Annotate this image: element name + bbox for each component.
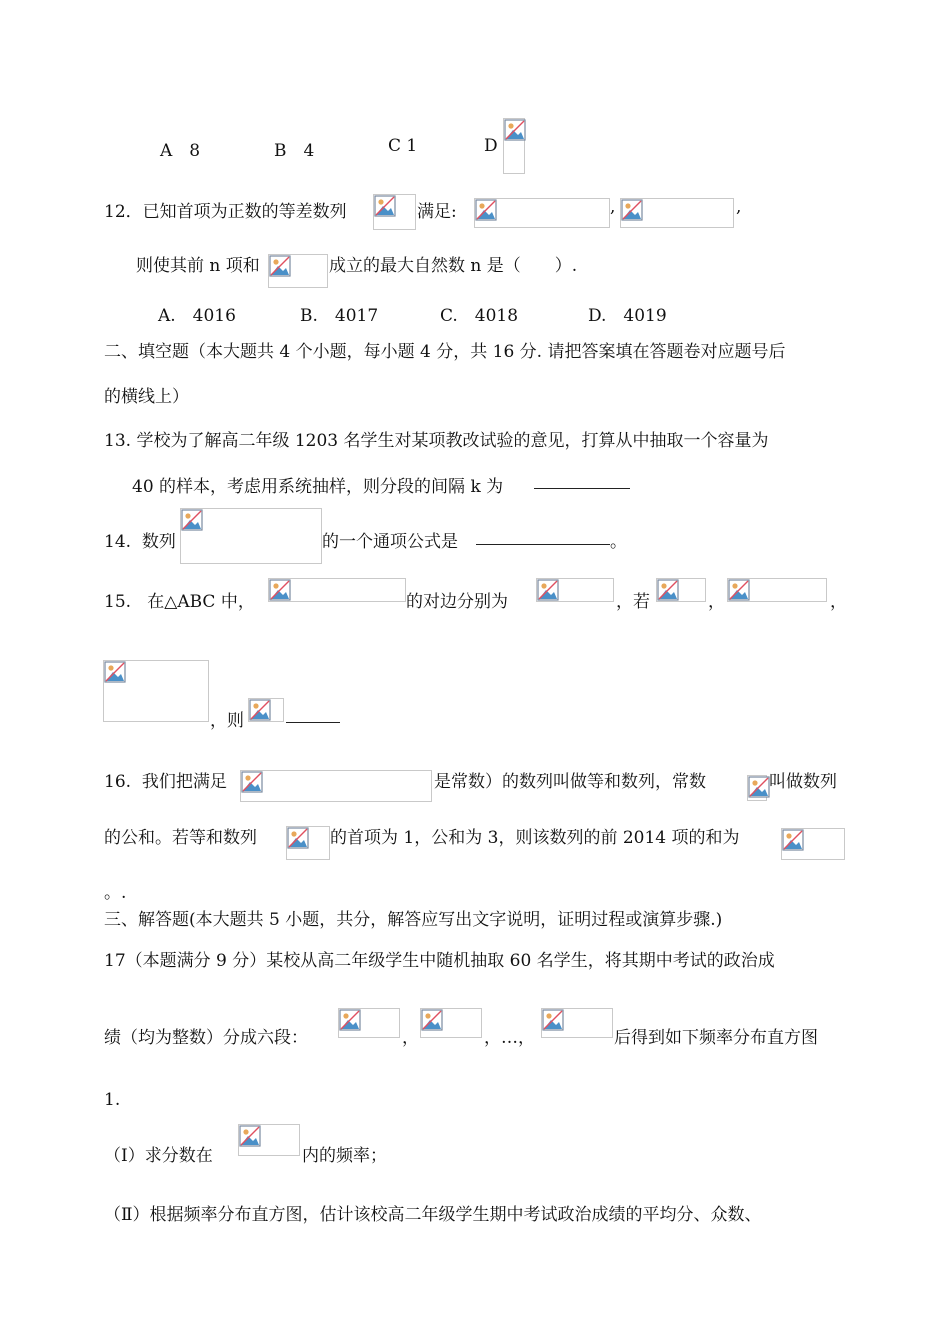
q16-text-end: 叫做数列 [769,772,837,792]
q15-text: 的对边分别为 [406,592,508,612]
broken-image-icon [103,660,209,722]
q12-option-c: C. 4018 [440,306,519,326]
q16-stem: 16. 我们把满足 [104,772,227,792]
broken-image-glyph [504,119,526,141]
q14-end: 。 [610,532,627,552]
q17-line2: 绩（均为整数）分成六段： [104,1028,308,1048]
q12-line2: 则使其前 n 项和 [136,256,260,276]
q12-satisfies: 满足: [417,202,457,222]
q12-comma: , [736,197,742,217]
broken-image-icon [620,198,734,228]
q15-stem: 15. 在△ABC 中， [104,592,255,612]
q17-figure-label: 1. [104,1090,121,1110]
q17-comma: ， [402,1028,419,1048]
broken-image-glyph [339,1009,361,1031]
broken-image-icon [240,770,432,802]
q17-part2: （Ⅱ）根据频率分布直方图，估计该校高二年级学生期中考试政治成绩的平均分、众数、 [104,1205,762,1225]
broken-image-icon [286,826,330,860]
q12-line2-end: 成立的最大自然数 n 是（ ）. [329,256,578,276]
q16-end: 。. [104,883,127,903]
broken-image-icon [503,118,525,174]
broken-image-icon [238,1124,300,1156]
q13-line1: 13. 学校为了解高二年级 1203 名学生对某项教改试验的意见，打算从中抽取一个容量为 [104,431,769,451]
broken-image-glyph [269,255,291,277]
section-heading: 二、填空题（本大题共 4 个小题，每小题 4 分，共 16 分. 请把答案填在答题卷对应题号后 [104,342,786,362]
broken-image-icon [747,775,767,801]
q12-option-a: A. 4016 [158,306,236,326]
q16-line2-cont: 的首项为 1，公和为 3，则该数列的前 2014 项的和为 [330,828,740,848]
section-heading-cont: 的横线上） [104,387,189,407]
broken-image-glyph [269,579,291,601]
q12-option-d: D. 4019 [588,306,667,326]
q17-part1: （Ⅰ）求分数在 [104,1146,213,1166]
broken-image-icon [420,1008,482,1038]
q11-option-a: A 8 [160,141,201,161]
answer-blank[interactable] [286,722,340,723]
q16-text: 是常数）的数列叫做等和数列，常数 [434,772,706,792]
broken-image-glyph [104,661,126,683]
broken-image-icon [373,194,416,230]
broken-image-icon [268,578,406,602]
broken-image-glyph [542,1009,564,1031]
q17-line1: 17（本题满分 9 分）某校从高二年级学生中随机抽取 60 名学生，将其期中考试的政治成 [104,951,775,971]
q14-stem: 14. 数列 [104,532,176,552]
broken-image-glyph [249,699,271,721]
q12-stem: 12．已知首项为正数的等差数列 [104,202,347,222]
broken-image-glyph [657,579,679,601]
q15-if: ，若 [616,592,650,612]
broken-image-icon [338,1008,400,1038]
broken-image-glyph [421,1009,443,1031]
broken-image-icon [474,198,610,228]
q17-line2-end: 后得到如下频率分布直方图 [614,1028,818,1048]
q11-option-b: B 4 [274,141,315,161]
broken-image-glyph [475,199,497,221]
broken-image-glyph [782,829,804,851]
q17-part1-end: 内的频率； [302,1146,387,1166]
broken-image-glyph [287,827,309,849]
section-heading: 三、解答题(本大题共 5 小题，共分，解答应写出文字说明，证明过程或演算步骤.) [104,910,723,930]
q12-comma: , [610,197,616,217]
broken-image-icon [248,698,284,722]
broken-image-glyph [181,509,203,531]
broken-image-icon [541,1008,613,1038]
broken-image-glyph [374,195,396,217]
q14-text: 的一个通项公式是 [322,532,458,552]
q15-comma: ， [830,592,847,612]
broken-image-icon [727,578,827,602]
broken-image-icon [656,578,706,602]
q12-option-b: B. 4017 [300,306,379,326]
q15-comma: ， [708,592,725,612]
broken-image-icon [536,578,614,602]
q13-line2: 40 的样本，考虑用系统抽样，则分段的间隔 k 为 [132,477,504,497]
broken-image-glyph [728,579,750,601]
q17-ellipsis: ，…， [484,1028,535,1048]
broken-image-icon [180,508,322,564]
broken-image-glyph [239,1125,261,1147]
q11-option-c: C 1 [388,136,418,156]
answer-blank[interactable] [476,544,610,545]
broken-image-glyph [621,199,643,221]
answer-blank[interactable] [534,488,630,489]
broken-image-glyph [241,771,263,793]
broken-image-glyph [748,776,770,798]
q11-option-d: D [484,136,498,156]
broken-image-icon [781,828,845,860]
broken-image-glyph [537,579,559,601]
broken-image-icon [268,254,328,288]
q15-then: ，则 [210,711,244,731]
q16-line2: 的公和。若等和数列 [104,828,257,848]
